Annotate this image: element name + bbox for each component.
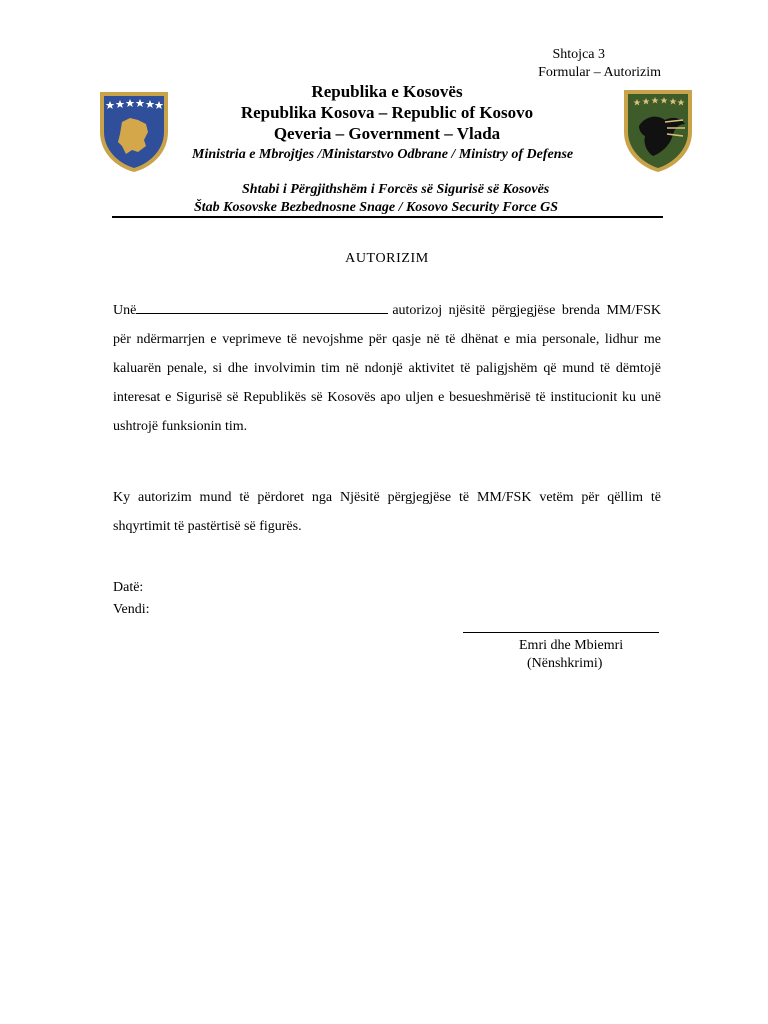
para1-body: autorizoj njësitë përgjegjëse brenda MM/FSK për ndërmarrjen e veprimeve të nevojshme për qasje në të dhënat e mia personale, lidhur me kaluarën penale, si dhe involvimin tim në ndonjë aktivitet të paligjshëm që mund të dëmtojë interesat e Sigurisë së Republikës së Kosovës apo uljen e besueshmërisë të institucionit ku unë ushtrojë funksionin tim. [113, 303, 661, 434]
annex-form-label: Formular – Autorizim [538, 65, 661, 80]
usage-paragraph: Ky autorizim mund të përdoret nga Njësitë përgjegjëse të MM/FSK vetëm për qëllim të shqyrtimit të pastërtisë së figurës. [113, 490, 661, 534]
para1-prefix: Unë [113, 303, 137, 318]
header-government: Qeveria – Government – Vlada [273, 124, 501, 143]
header-republic-sq: Republika e Kosovës [311, 82, 463, 101]
document-title: AUTORIZIM [345, 251, 429, 266]
header-ministry: Ministria e Mbrojtjes /Ministarstvo Odbrane / Ministry of Defense [192, 147, 574, 162]
annex-number: Shtojca 3 [552, 47, 605, 62]
name-blank-line[interactable] [136, 299, 388, 314]
header-general-staff-sr-en: Štab Kosovske Bezbednosne Snage / Kosovo Security Force GS [194, 200, 559, 215]
date-label: Datë: [113, 580, 144, 595]
signature-line[interactable] [463, 632, 659, 633]
signature-sign-label: (Nënshkrimi) [527, 656, 603, 671]
signature-name-label: Emri dhe Mbiemri [519, 638, 624, 653]
place-label: Vendi: [113, 602, 150, 617]
header-general-staff-sq: Shtabi i Përgjithshëm i Forcës së Sigurisë së Kosovës [242, 182, 550, 197]
header-republic-multilang: Republika Kosova – Republic of Kosovo [240, 103, 534, 122]
header-divider [112, 216, 663, 218]
authorization-paragraph [113, 296, 661, 441]
